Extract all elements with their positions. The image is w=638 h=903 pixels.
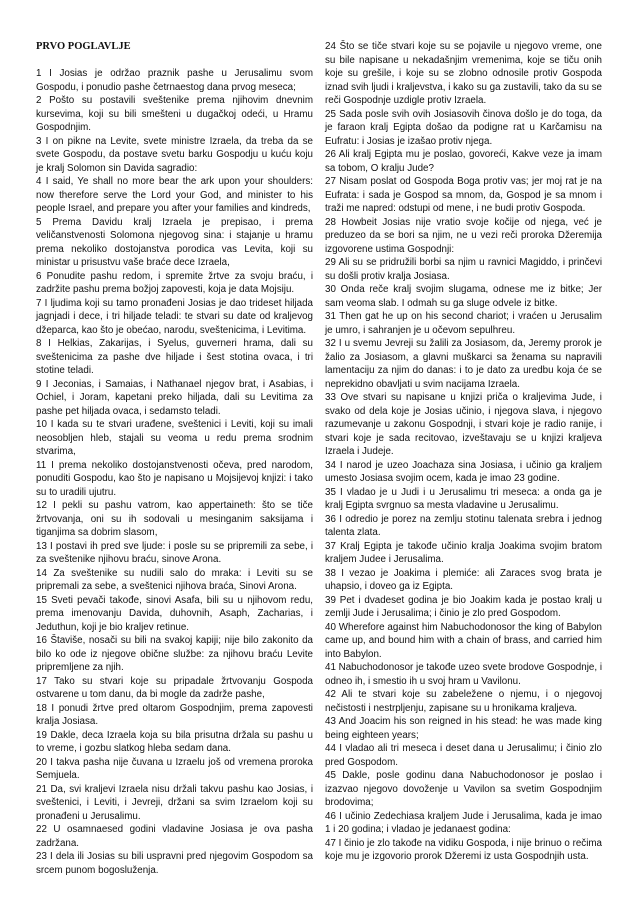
- verse: 47 I činio je zlo takođe na vidiku Gospoda, i nije brinuo o rečima koje mu je izgovorio prorok Džeremi iz usta Gospodnjih usta.: [325, 837, 602, 862]
- verse: 23 I dela ili Josias su bili uspravni pred njegovim Gospodom sa srcem punom bogosluženja.: [36, 851, 313, 876]
- verse: 38 I vezao je Joakima i plemiće: ali Zaraces svog brata je uhapsio, i doveo ga iz Egipta.: [325, 567, 602, 592]
- verse: 36 I odredio je porez na zemlju stotinu talenata srebra i jednog talenta zlata.: [325, 513, 602, 538]
- verse: 44 I vladao ali tri meseca i deset dana u Jerusalimu; i činio zlo pred Gospodom.: [325, 743, 602, 768]
- verse: 9 I Jeconias, i Samaias, i Nathanael njegov brat, i Asabias, i Ochiel, i Joram, kapetani preko hiljada, dali su Levitima za pashe pet hiljada ovaca, i sedamsto teladi.: [36, 378, 313, 417]
- verse: 2 Pošto su postavili sveštenike prema njihovim dnevnim kursevima, koji su bili smešteni u dugačkoj odeći, u Hramu Gospodnjim.: [36, 95, 313, 133]
- verse: 6 Ponudite pashu redom, i spremite žrtve za svoju braću, i zadržite pashu prema božjoj zapovesti, koja je data Mojsiju.: [36, 270, 313, 295]
- verse: 33 Ove stvari su napisane u knjizi priča o kraljevima Jude, i svako od dela koje je Josias učinio, i njegova slava, i njegovo razumevanje u zakonu Gospodnji, i stvari koje je radio ranije, i stvari koje je sada recitovao, izveštavaju se u knjizi kraljeva Izraela i Judeje.: [325, 392, 602, 457]
- verse: 34 I narod je uzeo Joachaza sina Josiasa, i učinio ga kraljem umesto Josiasa svojim ocem, kada je imao 23 godine.: [325, 459, 602, 484]
- right-column: [325, 40, 602, 903]
- verse: 37 Kralj Egipta je takođe učinio kralja Joakima svojim bratom kraljem Judee i Jerusalima.: [325, 540, 602, 565]
- verse: 46 I učinio Zedechiasa kraljem Jude i Jerusalima, kada je imao 1 i 20 godina; i vladao je jedanaest godina:: [325, 810, 602, 835]
- verse: 35 I vladao je u Judi i u Jerusalimu tri meseca: a onda ga je kralj Egipta svrgnuo sa mesta vladavine u Jerusalimu.: [325, 486, 602, 511]
- verse: 43 And Joacim his son reigned in his stead: he was made king being eighteen years;: [325, 716, 602, 741]
- verse: 15 Sveti pevači takođe, sinovi Asafa, bili su u njihovom redu, prema imenovanju Davida, duhovnih, Asaph, Zacharias, i Jeduthun, koji je bio kraljev retinue.: [36, 594, 313, 633]
- verse: 3 I on pikne na Levite, svete ministre Izraela, da treba da se svete Gospodu, da postave svetu barku Gospodju u kuću koju je kralj Solomon sin Davida sagradio:: [36, 135, 313, 174]
- verse: 1 I Josias je održao praznik pashe u Jerusalimu svom Gospodu, i ponudio pashe četrnaestog dana prvog meseca;: [36, 68, 313, 93]
- verse: 14 Za sveštenike su nudili salo do mraka: i Leviti su se pripremali za sebe, a sveštenici njihova braća, Sinovi Arona.: [36, 567, 313, 592]
- verse: 16 Štaviše, nosači su bili na svakoj kapiji; nije bilo zakonito da bilo ko ode iz njegove obične službe: za njihovu braću Levite pripremljene za njih.: [36, 635, 313, 673]
- left-column: [36, 40, 313, 903]
- verse: 18 I ponudi žrtve pred oltarom Gospodnjim, prema zapovesti kralja Josiasa.: [36, 702, 313, 727]
- verse: 8 I Helkias, Zakarijas, i Syelus, guverneri hrama, dali su sveštenicima za pashe dve hiljade i šest stotina ovaca, i tri stotine teladi.: [36, 338, 313, 376]
- verse: 42 Ali te stvari koje su zabeležene o njemu, i o njegovoj nečistosti i nestrpljenju, zapisane su u hronikama kraljeva.: [325, 689, 602, 714]
- verse: 27 Nisam poslat od Gospoda Boga protiv vas; jer moj rat je na Eufrata: i sada je Gospod sa mnom, da, Gospod je sa mnom i traži me napred: odstupi od mene, i ne budi protiv Gospoda.: [325, 176, 602, 214]
- verse: 31 Then gat he up on his second chariot; i vraćen u Jerusalim je umro, i sahranjen je u očevom sepulhreu.: [325, 311, 602, 336]
- verse: 39 Pet i dvadeset godina je bio Joakim kada je postao kralj u zemlji Jude i Jerusalima; i činio je zlo pred Gospodom.: [325, 594, 602, 619]
- verse: 40 Wherefore against him Nabuchodonosor the king of Babylon came up, and bound him with a chain of brass, and carried him into Babylon.: [325, 621, 602, 660]
- verse: 26 Ali kralj Egipta mu je poslao, govoreći, Kakve veze ja imam sa tobom, O kralju Jude?: [325, 149, 602, 174]
- verse: 11 I prema nekoliko dostojanstvenosti očeva, pred narodom, ponuditi Gospodu, kao što je napisano u Mojsijevoj knjizi: i tako su to uradili ujutru.: [36, 459, 313, 498]
- chapter-title: PRVO POGLAVLJE: [36, 41, 131, 52]
- verse: 41 Nabuchodonosor je takođe uzeo svete brodove Gospodnje, i odneo ih, i smestio ih u svoj hram u Vavilonu.: [325, 662, 602, 687]
- verse: 13 I postavi ih pred sve ljude: i posle su se pripremili za sebe, i za sveštenike njihovu braću, sinove Arona.: [36, 540, 313, 565]
- verse: 19 Dakle, deca Izraela koja su bila prisutna držala su pashu u to vreme, i gozbu slatkog hleba sedam dana.: [36, 729, 313, 754]
- verse: 29 Ali su se pridružili borbi sa njim u ravnici Magiddo, i prinčevi su došli protiv kralja Josiasa.: [325, 257, 602, 282]
- verse: 25 Sada posle svih ovih Josiasovih činova došlo je do toga, da je faraon kralj Egipta došao da podigne rat u Karčamisu na Eufratu: i Josias je izašao protiv njega.: [325, 108, 602, 147]
- verse: 30 Onda reče kralj svojim slugama, odnese me iz bitke; Jer sam veoma slab. I odmah su ga sluge odvele iz bitke.: [325, 284, 602, 309]
- verse: 10 I kada su te stvari urađene, sveštenici i Leviti, koji su imali neosobljen hleb, stajali su veoma u redu prema srodnim stvarima,: [36, 419, 313, 457]
- verse: 24 Što se tiče stvari koje su se pojavile u njegovo vreme, one su bile napisane u nekadašnjim vremenima, koje se tiču onih koje su grešile, i koje su se zlobno odnosile protiv Gospoda iznad svih ljudi i kraljevstva, i kako su ga zustavili, tako da su se reči Gospodnje uzdigle protiv Izraela.: [325, 41, 602, 106]
- verse: 17 Tako su stvari koje su pripadale žrtvovanju Gospoda ostvarene u tom danu, da bi mogle da zadrže pashe,: [36, 675, 313, 700]
- verse: 45 Dakle, posle godinu dana Nabuchodonosor je poslao i izazvao njegovo dovoženje u Vavilon sa svetim Gospodnjim brodovima;: [325, 770, 602, 808]
- verse: 32 I u svemu Jevreji su žalili za Josiasom, da, Jeremy prorok je žalio za Josiasom, a glavni muškarci sa ženama su napravili lamentaciju za njim do danas: i to je dato za uredbu koja će se neprekidno obavljati u svim nacijama Izraela.: [325, 338, 602, 390]
- verse: 5 Prema Davidu kralj Izraela je prepisao, i prema veličanstvenosti Solomona njegovog sina: i stajanje u hramu prema nekoliko dostojanstva porodica vas Levita, koji su ministar u prisustvu vaše braće dece Izraela,: [36, 216, 313, 268]
- verse: 12 I pekli su pashu vatrom, kao appertaineth: što se tiče žrtvovanja, oni su ih sodovali u mesinganim saksijama i tiganjima sa dobrim slasom,: [36, 500, 313, 538]
- verse: 7 I ljudima koji su tamo pronađeni Josias je dao trideset hiljada jagnjadi i dece, i tri hiljade teladi: te stvari su date od kraljevog džeparca, kao što je obećao, narodu, sveštenicima, i Levitima.: [36, 297, 313, 336]
- verse: 22 U osamnaesed godini vladavine Josiasa je ova pasha zadržana.: [36, 824, 313, 849]
- verse: 20 I takva pasha nije čuvana u Izraelu još od vremena proroka Semjuela.: [36, 756, 313, 781]
- verse: 21 Da, svi kraljevi Izraela nisu držali takvu pashu kao Josias, i sveštenici, i Leviti, i Jevreji, držani sa svim Izraelom koji su pronađeni u Jerusalimu.: [36, 783, 313, 822]
- verse: 4 I said, Ye shall no more bear the ark upon your shoulders: now therefore serve the Lord your God, and minister to his people Israel, and prepare you after your families and kindreds,: [36, 176, 313, 214]
- verse: 28 Howbeit Josias nije vratio svoje kočije od njega, već je preduzeo da se bori sa njim, ne u vezi reči proroka Džeremija izgovorene ustima Gospodnji:: [325, 216, 602, 255]
